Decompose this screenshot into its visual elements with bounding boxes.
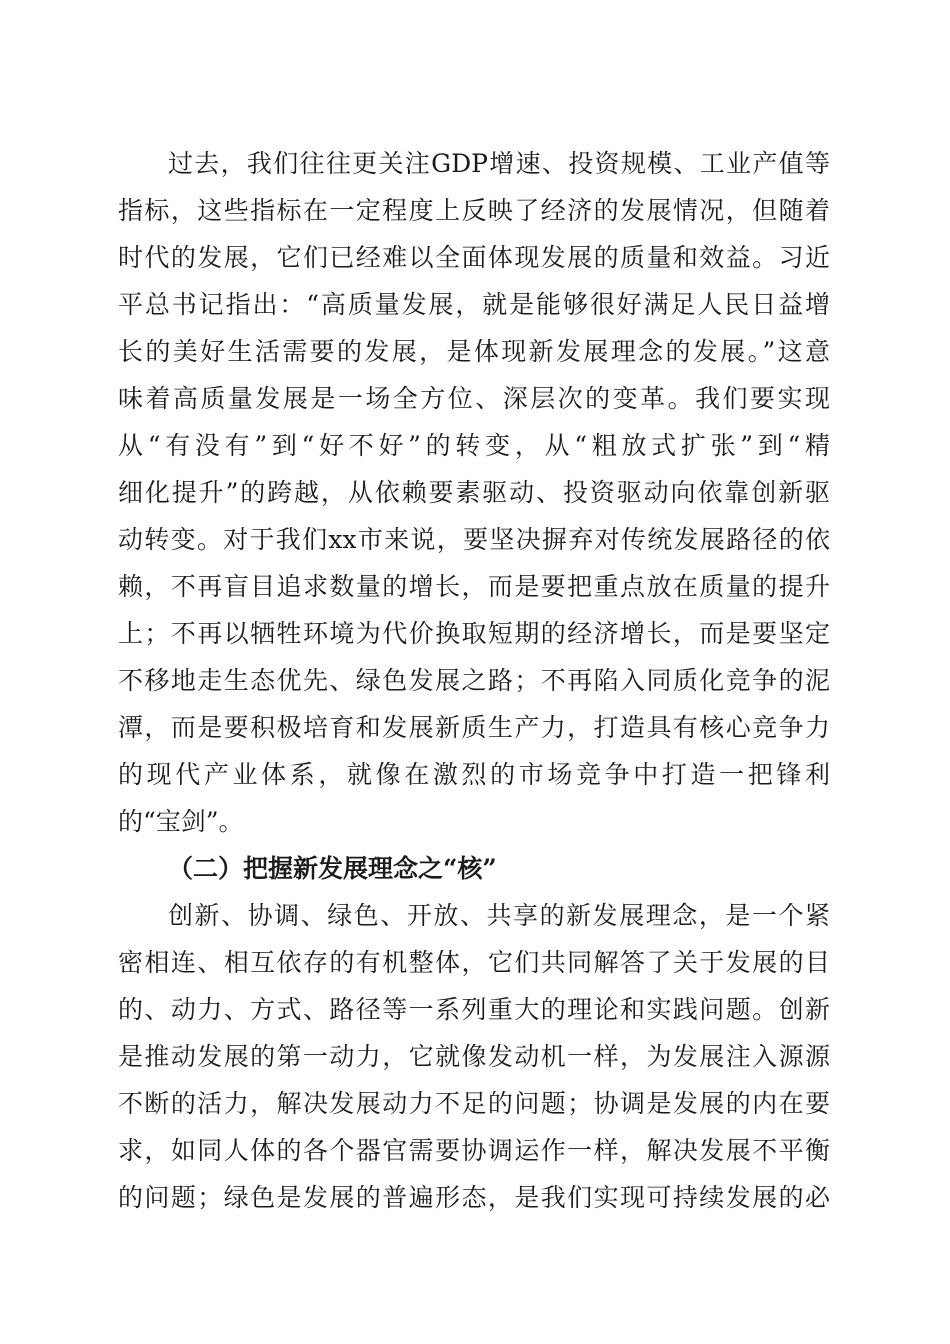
- paragraph-1-line-2: 指标，这些指标在一定程度上反映了经济的发展情况，但随着: [118, 196, 830, 225]
- section-heading: （二）把握新发展理念之“核”: [168, 854, 497, 883]
- paragraph-2-line-5: 不断的活力，解决发展动力不足的问题；协调是发展的内在要: [118, 1089, 830, 1118]
- paragraph-1-line-9: 动转变。对于我们xx市来说，要坚决摒弃对传统发展路径的依: [118, 525, 830, 554]
- paragraph-1-line-11: 上；不再以牺牲环境为代价换取短期的经济增长，而是要坚定: [118, 619, 830, 648]
- paragraph-1-line-14: 的现代产业体系，就像在激烈的市场竞争中打造一把锋利: [118, 760, 830, 789]
- paragraph-1-line-13: 潭，而是要积极培育和发展新质生产力，打造具有核心竞争力: [118, 713, 830, 742]
- paragraph-1-line-15: 的“宝剑”。: [118, 807, 244, 836]
- paragraph-2-line-4: 是推动发展的第一动力，它就像发动机一样，为发展注入源源: [118, 1042, 830, 1071]
- paragraph-1-line-1: 过去，我们往往更关注GDP增速、投资规模、工业产值等: [168, 149, 830, 178]
- paragraph-2-line-6: 求，如同人体的各个器官需要协调运作一样，解决发展不平衡: [118, 1136, 830, 1165]
- paragraph-1-line-8: 细化提升”的跨越，从依赖要素驱动、投资驱动向依靠创新驱: [118, 478, 830, 507]
- document-body: [118, 140, 830, 1221]
- paragraph-2-line-2: 密相连、相互依存的有机整体，它们共同解答了关于发展的目: [118, 948, 830, 977]
- paragraph-2-line-7: 的问题；绿色是发展的普遍形态，是我们实现可持续发展的必: [118, 1183, 830, 1212]
- paragraph-1-line-4: 平总书记指出：“高质量发展，就是能够很好满足人民日益增: [118, 290, 830, 319]
- paragraph-2-line-3: 的、动力、方式、路径等一系列重大的理论和实践问题。创新: [118, 995, 830, 1024]
- paragraph-1-line-12: 不移地走生态优先、绿色发展之路；不再陷入同质化竞争的泥: [118, 666, 830, 695]
- paragraph-2-line-1: 创新、协调、绿色、开放、共享的新发展理念，是一个紧: [168, 901, 830, 930]
- paragraph-1-line-7: 从“有没有”到“好不好”的转变，从“粗放式扩张”到“精: [118, 431, 830, 460]
- paragraph-1-line-10: 赖，不再盲目追求数量的增长，而是要把重点放在质量的提升: [118, 572, 830, 601]
- paragraph-1-line-3: 时代的发展，它们已经难以全面体现发展的质量和效益。习近: [118, 243, 830, 272]
- paragraph-1-line-5: 长的美好生活需要的发展，是体现新发展理念的发展。”这意: [118, 337, 830, 366]
- paragraph-1-line-6: 味着高质量发展是一场全方位、深层次的变革。我们要实现: [118, 384, 830, 413]
